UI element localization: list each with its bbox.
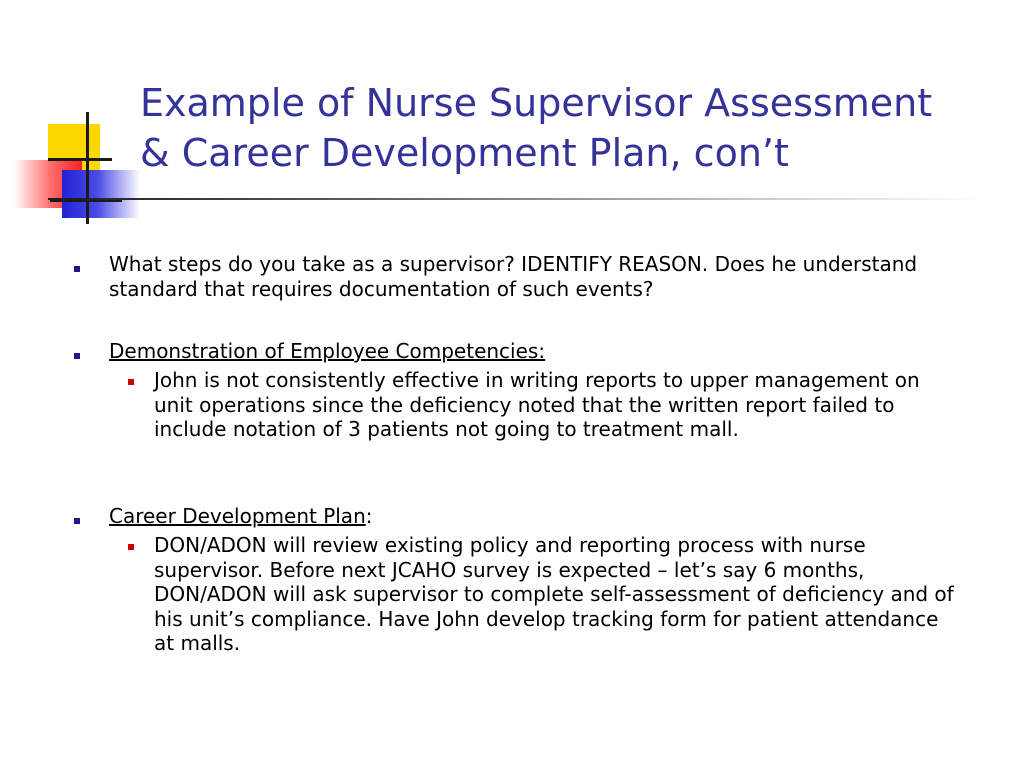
slide-title-line-1: Example of Nurse Supervisor Assessment — [140, 81, 933, 125]
decorative-logo — [0, 0, 140, 240]
section-heading-career-colon: : — [365, 504, 373, 528]
sub-bullet-icon — [128, 379, 134, 385]
logo-vertical-line — [86, 112, 89, 224]
slide-title-line-2: & Career Development Plan, con’t — [140, 131, 789, 175]
bullet-text-1: What steps do you take as a supervisor? IDENTIFY REASON. Does he understand standard that requires documentation of such events? — [109, 252, 918, 301]
sub-bullet-icon — [128, 544, 134, 550]
sub-bullet-text-career: DON/ADON will review existing policy and reporting process with nurse supervisor. Before next JCAHO survey is expected – let’s say 6 months, DON/ADON will ask supervisor to complete self-assessment of deficiency and of his unit’s compliance. Have John develop tracking form for patient attendance at malls. — [154, 533, 954, 655]
logo-horizontal-line — [48, 158, 112, 161]
section-heading-career — [109, 504, 929, 529]
bullet-icon — [74, 266, 80, 272]
logo-blue-square — [62, 170, 140, 218]
section-heading-competencies: Demonstration of Employee Competencies: — [109, 339, 546, 363]
section-heading-career-label: Career Development Plan — [109, 504, 366, 528]
slide-title — [140, 78, 1000, 178]
title-divider — [48, 198, 984, 200]
bullet-icon — [74, 353, 80, 359]
sub-bullet-text-competencies: John is not consistently effective in writing reports to upper management on unit operations since the deficiency noted that the written report failed to include notation of 3 patients not going to treatment mall. — [154, 368, 920, 441]
bullet-icon — [74, 518, 80, 524]
